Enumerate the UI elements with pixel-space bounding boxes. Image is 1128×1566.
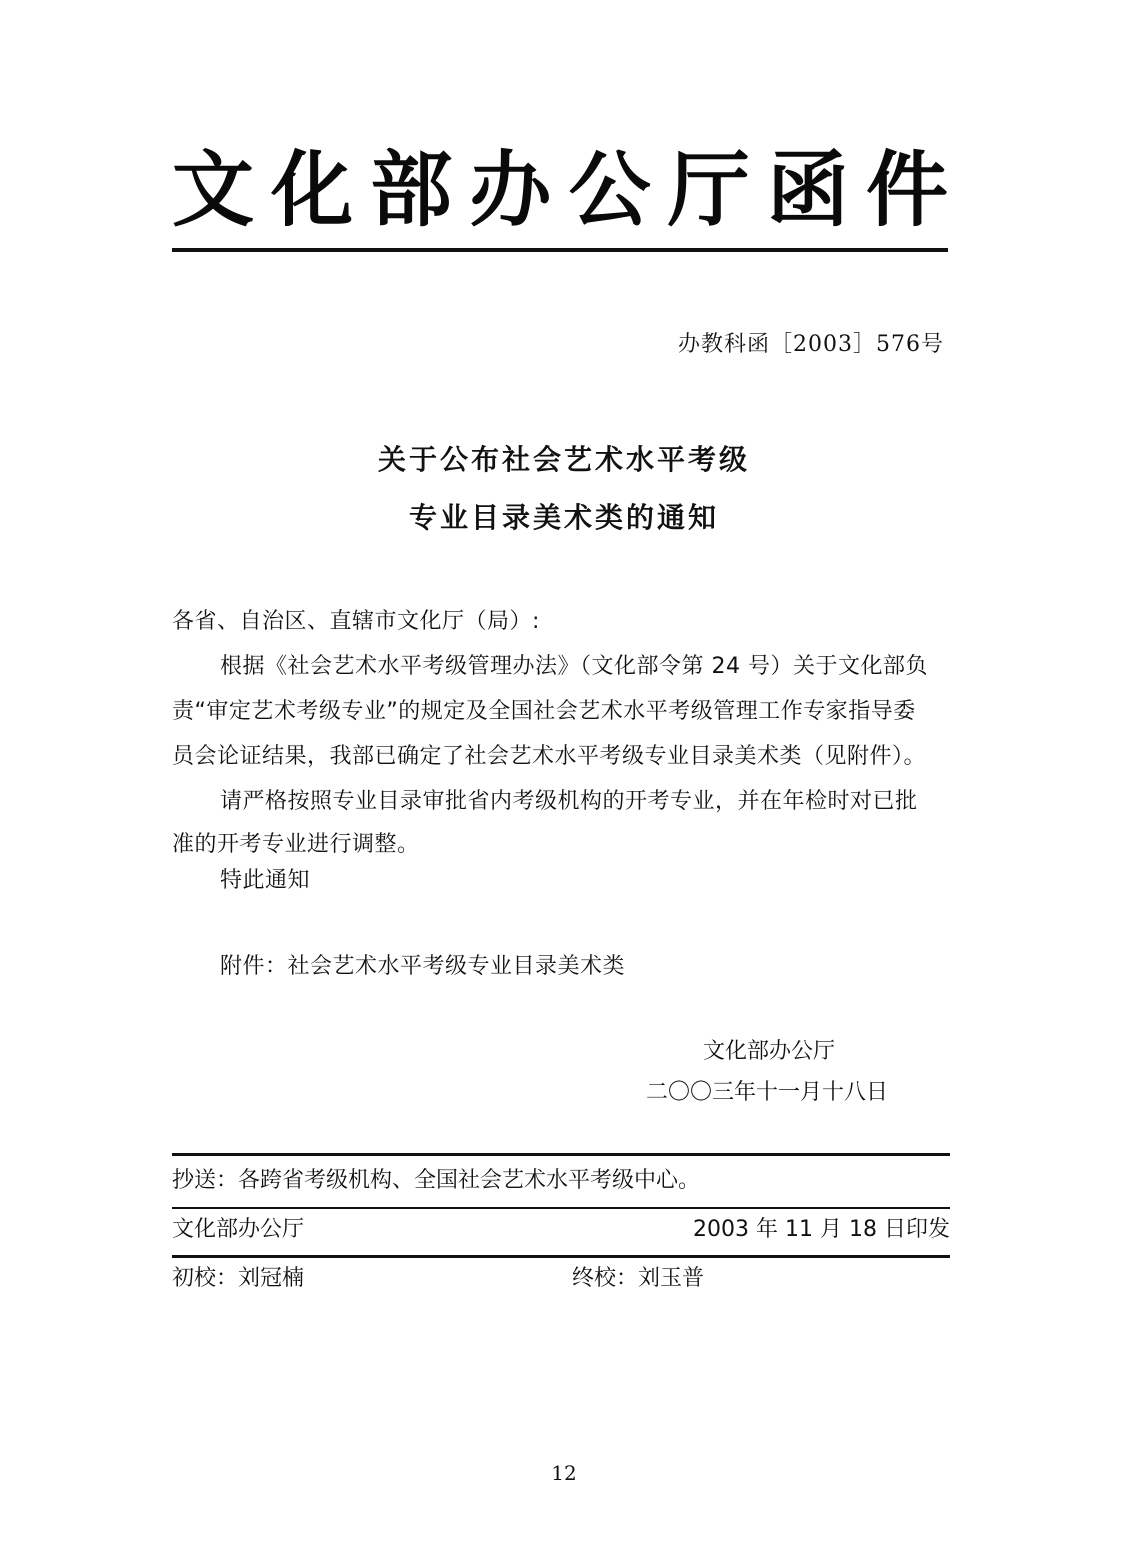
letterhead-char: 件 xyxy=(865,142,948,238)
letterhead-char: 文 xyxy=(172,142,255,238)
attachment-note: 附件：社会艺术水平考级专业目录美术类 xyxy=(220,954,626,979)
issuer: 文化部办公厅 xyxy=(172,1217,305,1242)
issue-date: 2003 年 11 月 18 日印发 xyxy=(693,1217,950,1242)
closing-phrase: 特此通知 xyxy=(220,868,311,893)
issue-info xyxy=(172,1215,950,1245)
subject-line-1: 关于公布社会艺术水平考级 xyxy=(377,443,750,476)
document-number: 办教科函［2003］576号 xyxy=(678,332,944,357)
footer-rule-middle xyxy=(172,1207,950,1209)
letterhead-title xyxy=(172,140,948,240)
paragraph-2-line: 准的开考专业进行调整。 xyxy=(172,832,420,857)
paragraph-1-line: 根据《社会艺术水平考级管理办法》（文化部令第 24 号）关于文化部负 xyxy=(220,654,928,679)
letterhead-char: 部 xyxy=(370,142,453,238)
page-number: 12 xyxy=(551,1461,577,1485)
footer-rule-bottom xyxy=(172,1255,950,1258)
subject-line-2: 专业目录美术类的通知 xyxy=(408,501,719,534)
final-proofreader: 终校：刘玉普 xyxy=(572,1266,705,1291)
initial-proofreader: 初校：刘冠楠 xyxy=(172,1266,305,1291)
cc-recipients: 抄送：各跨省考级机构、全国社会艺术水平考级中心。 xyxy=(172,1168,701,1193)
letterhead-char: 化 xyxy=(271,142,354,238)
letterhead-char: 公 xyxy=(568,142,651,238)
paragraph-1-line: 员会论证结果，我部已确定了社会艺术水平考级专业目录美术类（见附件）。 xyxy=(172,744,927,769)
letterhead-char: 办 xyxy=(469,142,552,238)
letterhead-rule xyxy=(172,248,948,252)
paragraph-2-line: 请严格按照专业目录审批省内考级机构的开考专业，并在年检时对已批 xyxy=(220,789,918,814)
letterhead-char: 厅 xyxy=(667,142,750,238)
signature-date: 二〇〇三年十一月十八日 xyxy=(646,1080,889,1105)
letterhead-char: 函 xyxy=(766,142,849,238)
paragraph-1-line: 责“审定艺术考级专业”的规定及全国社会艺术水平考级管理工作专家指导委 xyxy=(172,699,916,724)
signature-organization: 文化部办公厅 xyxy=(703,1039,836,1064)
footer-rule-top xyxy=(172,1153,950,1156)
proofreaders xyxy=(172,1264,950,1294)
addressee: 各省、自治区、直辖市文化厅（局）: xyxy=(172,609,540,634)
